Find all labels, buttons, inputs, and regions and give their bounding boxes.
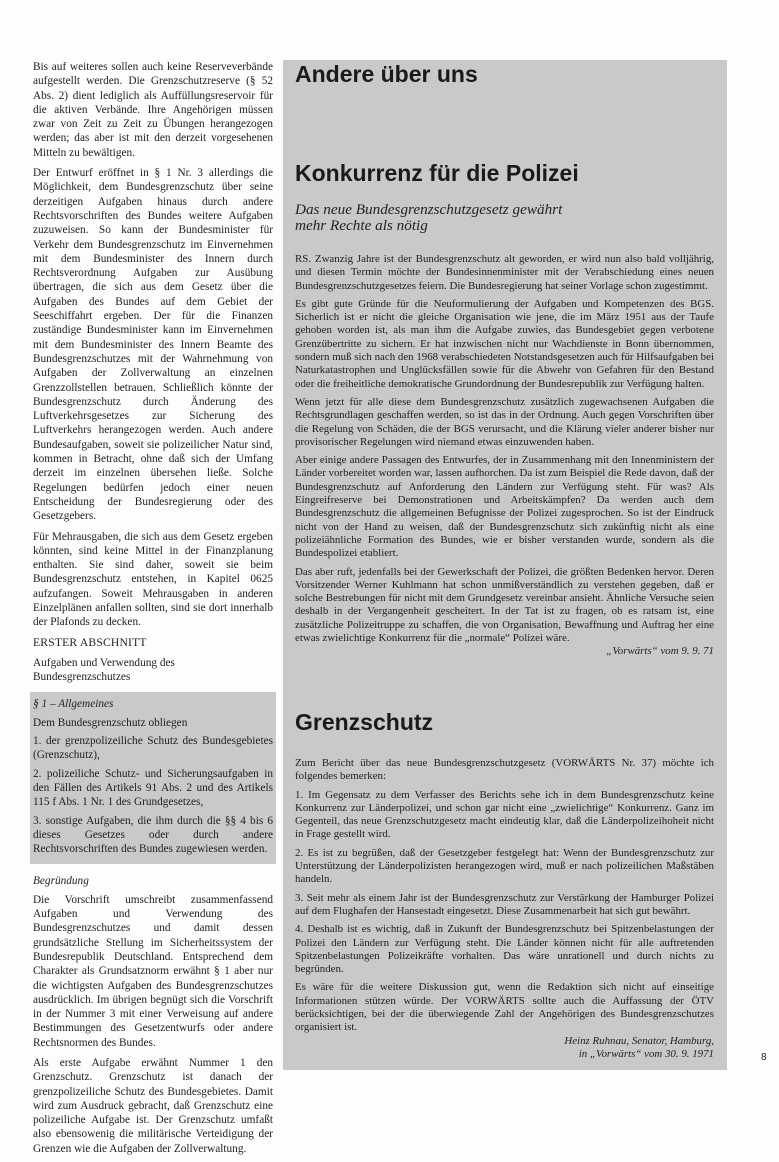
paragraph: Als erste Aufgabe erwähnt Nummer 1 den Grenzschutz. Grenzschutz ist danach der grenzpolizeiliche Schutz des Bundesgebietes. Damit wird zum Ausdruck gebracht, daß Grenzschutz eine polizeiliche Aufgabe ist. Der Grenzschutz umfaßt also ebensowenig die militärische Verteidigung der Grenzen wie die Aufgaben der Zollverwaltung. (33, 1057, 273, 1155)
law-intro: Dem Bundesgrenzschutz obliegen (33, 716, 188, 729)
paragraph: RS. Zwanzig Jahre ist der Bundesgrenzschutz alt geworden, er wird nun also bald volljährig, und diesen Termin möchte der Bundesinnenminister mit der Verabschiedung eines neuen Bundesgrenzschutzgesetzes feiern. Die Bundesregierung hat seiner Vorlage schon zugestimmt. (295, 253, 714, 292)
press-review-box (283, 60, 727, 1070)
paragraph: Das aber ruft, jedenfalls bei der Gewerkschaft der Polizei, die größten Bedenken hervor. Deren Vorsitzender Werner Kuhlmann hat schon unmißverständlich zu verstehen gegeben, daß er solche Bestrebungen für nicht mit dem Grundgesetz vereinbar ansieht. Ähnliche Versuche seien deshalb in der Vergangenheit gescheitert. In der Tat ist zu fragen, ob es ratsam ist, eine zusätzliche Polizeitruppe zu schaffen, die von Organisation, Bewaffnung und Auftrag her eine etwas zwielichtige Konkurrenz für die „normale“ Polizei wäre. (295, 565, 714, 645)
paragraph: Aber einige andere Passagen des Entwurfes, der in Zusammenhang mit den Innenministern der Länder vorbereitet worden war, lassen aufhorchen. Da ist zum Beispiel die Rede davon, daß der Bundesgrenzschutz auf Anforderung den Ländern zur Verfügung steht. Für was? Als Eingreifreserve bei Demonstrationen und Arbeitskämpfen? Da werden auch dem Bundesgrenzschutz die allgemeinen Befugnisse der Polizei zugesprochen. So ist der Eindruck nicht von der Hand zu weisen, daß der Bundesgrenzschutz sich zukünftig nicht als eine polizeiähnliche Formation des Bundes, wie er bisher verstanden wurde, sondern als die Bundespolizei etabliert. (295, 454, 714, 560)
reason-heading: Begründung (33, 875, 89, 888)
article-subtitle (295, 202, 595, 234)
section-subtitle: Aufgaben und Verwendung des Bundesgrenzschutzes (33, 656, 175, 684)
law-text-box (30, 692, 276, 864)
law-item: 3. sonstige Aufgaben, die ihm durch die §§ 4 bis 6 dieses Gesetzes oder durch andere Rechtsvorschriften des Bundes zugewiesen werden. (33, 814, 273, 856)
article-body (295, 253, 714, 664)
paragraph: Der Entwurf eröffnet in § 1 Nr. 3 allerdings die Möglichkeit, dem Bundesgrenzschutz über seine derzeitigen Aufgaben hinaus durch andere Rechtsvorschriften des Bundes weitere Aufgaben zuzuweisen. So kann der Bundesminister für Verkehr dem Bundesgrenzschutz im Einvernehmen mit dem Bundesminister des Innern durch Rechtsverordnung Aufgaben zur Ausübung übertragen, die sich aus dem Gesetz über die Aufgaben des Bundes auf dem Gebiet der Seeschiffahrt ergeben. Der für die Finanzen zuständige Bundesminister kann im Einvernehmen mit dem Bundesminister des Innern Beamte des Bundesgrenzschutzes mit der Wahrnehmung von Aufgaben der Zollverwaltung an einzelnen Grenzzollstellen betrauen. Schließlich könnte der Bundesgrenzschutz durch Änderung des Luftverkehrsgesetzes zur Sicherung des Luftverkehrs herangezogen werden. Auch andere Bundesaufgaben, soweit sie polizeilicher Natur sind, kommen in Betracht, ohne daß sich der Umfang derzeit im einzelnen übersehen ließe. Solche Regelungen bedürfen jedoch einer neuen Entscheidung der Bundesregierung oder des Gesetzgebers. (33, 167, 273, 523)
paragraph: 2. Es ist zu begrüßen, daß der Gesetzgeber festgelegt hat: Wenn der Bundesgrenzschutz zur Unterstützung der Länderpolizisten herangezogen wird, muß er nach polizeilichen Maßstäben handeln. (295, 846, 714, 886)
paragraph: 3. Seit mehr als einem Jahr ist der Bundesgrenzschutz zur Verstärkung der Hamburger Polizei auf dem Flughafen der Hansestadt eingesetzt. Diese Zusammenarbeit hat sich gut bewährt. (295, 891, 714, 917)
section-title: Andere über uns (295, 61, 478, 87)
signature-source: in „Vorwärts“ vom 30. 9. 1971 (578, 1047, 714, 1060)
law-item: 2. polizeiliche Schutz- und Sicherungsaufgaben in den Fällen des Artikels 91 Abs. 2 und des Artikels 115 f Abs. 1 Nr. 1 des Grundgesetzes, (33, 767, 273, 809)
law-item: 1. der grenzpolizeiliche Schutz des Bundesgebietes (Grenzschutz), (33, 735, 273, 762)
paragraph: Für Mehrausgaben, die sich aus dem Gesetz ergeben könnten, sind keine Mittel in der Finanzplanung enthalten. Sie sind daher, soweit sie beim Bundesgrenzschutz entstehen, in Kapitel 0625 aufzufangen. Soweit Mehrausgaben in anderen Einzelplänen anfallen sollten, sind sie dort innerhalb der Plafonds zu decken. (33, 530, 273, 629)
article-title: Grenzschutz (295, 709, 434, 735)
page-number: 8 (761, 1052, 767, 1063)
article-body (295, 757, 714, 1061)
subtitle-line: Das neue Bundesgrenzschutzgesetz gewährt (295, 201, 563, 218)
paragraph: 1. Im Gegensatz zu dem Verfasser des Berichts sehe ich in dem Bundesgrenzschutz keine Konkurrenz zur Länderpolizei, und schon gar nicht eine „zwielichtige“ Konkurrenz. Ganz im Gegenteil, das neue Grenzschutzgesetz macht eindeutig klar, daß die Länderpolizeihoheit nicht in Frage gestellt wird. (295, 788, 714, 841)
paragraph: 4. Deshalb ist es wichtig, daß in Zukunft der Bundesgrenzschutz bei Spitzenbelastungen der Polizei den Ländern zur Verfügung steht. Die Länder können nicht für alle auftretenden Spitzenbelastungen Polizeikräfte vorhalten. Das wäre unrationell und durch nichts zu begründen. (295, 923, 714, 976)
article-title: Konkurrenz für die Polizei (295, 160, 579, 186)
section-heading: ERSTER ABSCHNITT (33, 635, 147, 649)
paragraph: Es wäre für die weitere Diskussion gut, wenn die Redaktion sich nicht auf einseitige Informationen stützen würde. Der VORWÄRTS sollte auch die Auffassung der ÖTV berücksichtigen, bei der die überwiegende Zahl der Angehörigen des Bundesgrenzschutzes organisiert ist. (295, 981, 714, 1034)
subtitle-line: mehr Rechte als nötig (295, 217, 428, 234)
signature: Heinz Ruhnau, Senator, Hamburg, (564, 1034, 714, 1047)
left-column (33, 60, 273, 1162)
paragraph: Bis auf weiteres sollen auch keine Reserveverbände aufgestellt werden. Die Grenzschutzreserve (§ 52 Abs. 2) dient lediglich als Auffüllungsreservoir für die aktiven Verbände. Ihre Angehörigen müssen zwar von Zeit zu Zeit zu Übungen herangezogen werden; das aber ist mit den derzeit vorgesehenen Mitteln zu bewältigen. (33, 61, 273, 159)
paragraph: Zum Bericht über das neue Bundesgrenzschutzgesetz (VORWÄRTS Nr. 37) möchte ich folgendes bemerken: (295, 757, 714, 783)
paragraph: Wenn jetzt für alle diese dem Bundesgrenzschutz zusätzlich zugewachsenen Aufgaben die Rechtsgrundlagen geschaffen werden, so ist das in der Ordnung. Auch gegen Vorschriften über die Regelung von Schäden, die der BGS verursacht, und die Klärung vieler anderer bisher nur provisorischer Regelungen wird niemand etwas einzuwenden haben. (295, 395, 714, 448)
article-source: „Vorwärts“ vom 9. 9. 71 (606, 645, 714, 658)
paragraph: Die Vorschrift umschreibt zusammenfassend Aufgaben und Verwendung des Bundesgrenzschutzes und damit dessen grundsätzliche Stellung im Sicherheitssystem der Bundesrepublik Deutschland. Entsprechend dem Charakter als Grundsatznorm erwähnt § 1 aber nur die wichtigsten Aufgaben des Bundesgrenzschutzes ausdrücklich. Im übrigen begnügt sich die Vorschrift in der Nummer 3 mit einer Verweisung auf andere Bestimmungen des Gesetzentwurfs oder andere Rechtsnormen des Bundes. (33, 893, 273, 1049)
law-title: § 1 – Allgemeines (33, 698, 114, 711)
paragraph: Es gibt gute Gründe für die Neuformulierung der Aufgaben und Kompetenzen des BGS. Sicherlich ist er nicht die gleiche Organisation wie jene, die im März 1951 aus der Taufe gehoben worden ist, als man ihm die Aufgabe zuwies, das Bundesgebiet gegen verbotene Grenzübertritte zu sichern. Er hat inzwischen nicht nur Wachdienste in Bonn übernommen, sondern muß sich nach den 1968 verabschiedeten Notstandsgesetzen auch für Hilfsaufgaben bei Naturkatastrophen und Unglücksfällen sowie für die Abwehr von Gefahren für den Bestand oder die freiheitliche demokratische Grundordnung der Bundesrepublik zur Verfügung halten. (295, 297, 714, 390)
